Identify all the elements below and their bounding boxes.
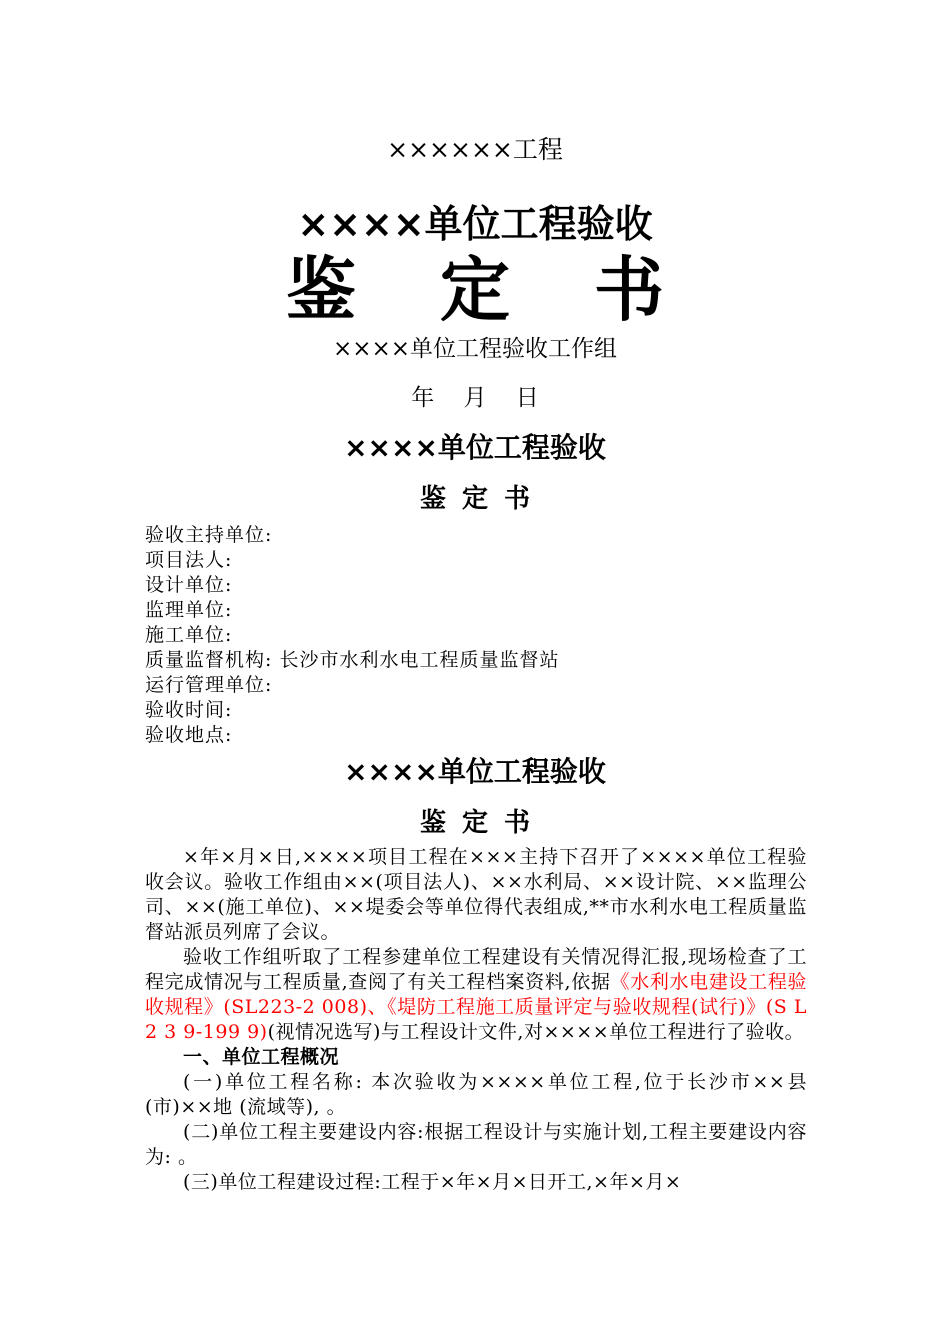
info-list: [145, 523, 559, 748]
paragraph: (二)单位工程主要建设内容:根据工程设计与实施计划,工程主要建设内容为: 。: [145, 1121, 807, 1168]
standard-reference: 《水利水电建设工程验收规程》(SL223-2 008)、《堤防工程施工质量评定与验收规程(试行)》(S L 2 3 9-199 9): [145, 971, 807, 1043]
info-item-supervision: 监理单位:: [145, 599, 233, 621]
info-item-quality: 质量监督机构: 长沙市水利水电工程质量监督站: [145, 649, 560, 671]
paragraph-text: 验收工作组听取了工程参建单位工程建设有关情况得汇报,现场检查了工程完成情况与工程质量,查阅了有关工程档案资料,依据: [145, 946, 807, 993]
info-item-host: 验收主持单位:: [145, 524, 273, 546]
info-item-time: 验收时间:: [145, 699, 233, 721]
section-title: ××××单位工程验收: [344, 755, 606, 788]
info-item-place: 验收地点:: [145, 724, 233, 746]
paragraph: (一)单位工程名称: 本次验收为××××单位工程,位于长沙市××县(市)××地 (流域等), 。: [145, 1071, 807, 1118]
paragraph: [145, 945, 807, 1045]
section-subtitle: 鉴定书: [419, 808, 546, 838]
date-line: 年 月 日: [411, 385, 539, 411]
paragraph: (三)单位工程建设过程:工程于×年×月×日开工,×年×月×: [183, 1171, 682, 1193]
info-item-operation: 运行管理单位:: [145, 674, 273, 696]
paragraph: ×年×月×日,××××项目工程在×××主持下召开了××××单位工程验收会议。验收工作组由××(项目法人)、××水利局、××设计院、××监理公司、××(施工单位)、××堤委会等单位得代表组成,**市水利水电工程质量监督站派员列席了会议。: [145, 846, 807, 943]
body-text: [145, 845, 807, 1195]
info-item-construction: 施工单位:: [145, 624, 233, 646]
section-heading: 一、单位工程概况: [183, 1046, 340, 1068]
project-name: ××××××工程: [387, 135, 563, 164]
section-title: ××××单位工程验收: [344, 431, 606, 464]
info-item-legal-entity: 项目法人:: [145, 549, 233, 571]
info-item-design: 设计单位:: [145, 574, 233, 596]
section-subtitle: 鉴定书: [419, 484, 546, 514]
cover-subtitle: 鉴定书: [286, 249, 748, 331]
workgroup-name: ××××单位工程验收工作组: [332, 336, 618, 362]
paragraph-text: (视情况选写)与工程设计文件,对××××单位工程进行了验收。: [267, 1021, 805, 1043]
cover-title: ××××单位工程验收: [297, 202, 653, 246]
